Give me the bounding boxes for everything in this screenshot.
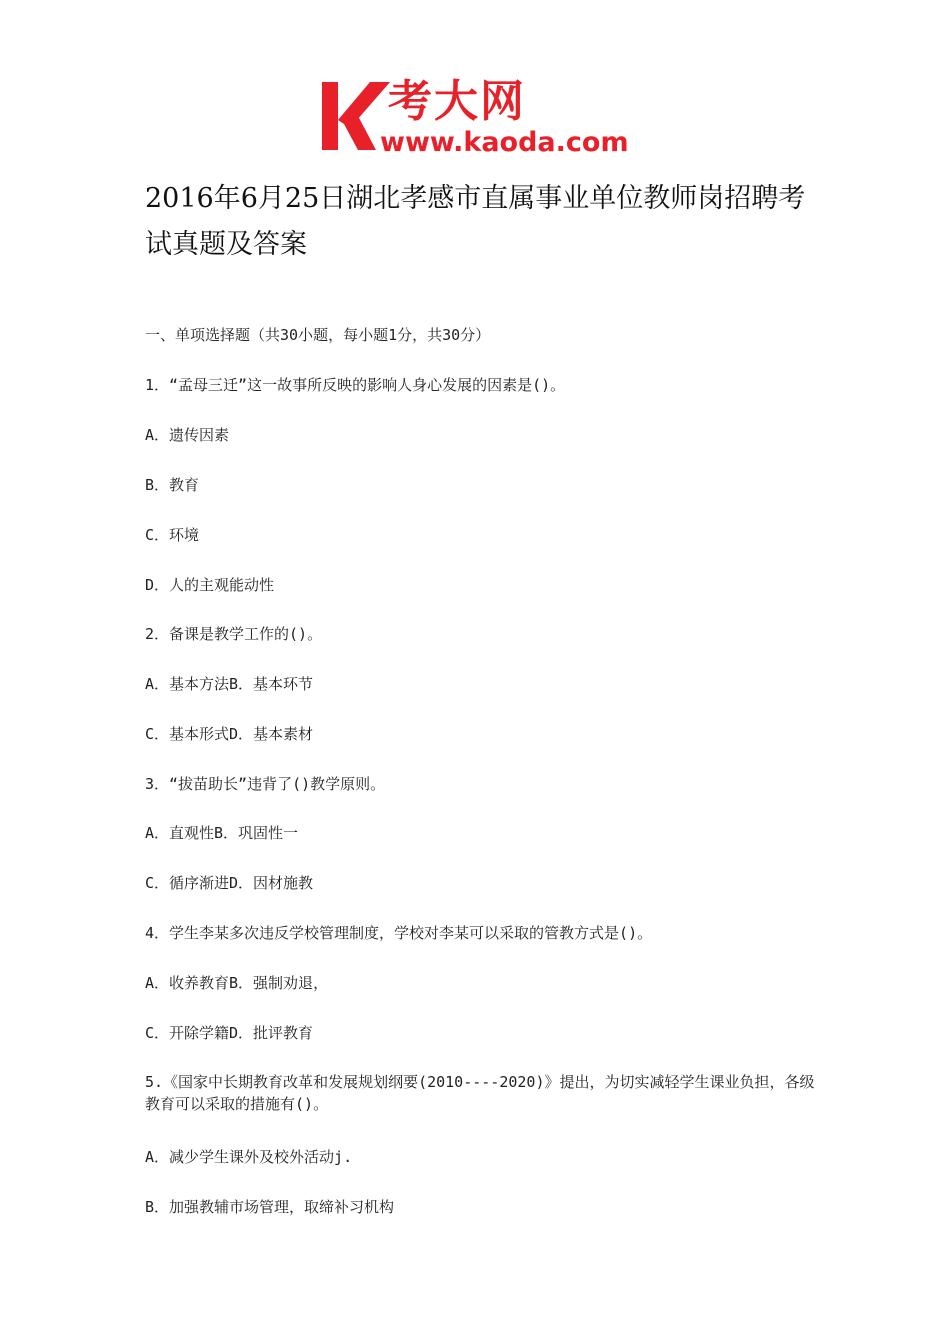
question-3: 3．“拔苗助长”违背了()教学原则。 (145, 775, 386, 793)
q4-options-cd: C．开除学籍D．批评教育 (145, 1024, 314, 1042)
q4-options-ab: A．收养教育B．强制劝退， (145, 974, 329, 992)
q5-option-b: B．加强教辅市场管理，取缔补习机构 (145, 1198, 395, 1216)
question-2: 2．备课是教学工作的()。 (145, 625, 323, 643)
q1-option-c: C．环境 (145, 526, 200, 544)
q3-options-cd: C．循序渐进D．因材施教 (145, 874, 314, 892)
q2-options-ab: A．基本方法B．基本环节 (145, 675, 314, 693)
question-4: 4．学生李某多次违反学校管理制度，学校对李某可以采取的管教方式是()。 (145, 924, 653, 942)
document-title: 2016年6月25日湖北孝感市直属事业单位教师岗招聘考试真题及答案 (145, 183, 806, 260)
kaoda-logo (318, 74, 648, 160)
logo-brand-text: 考大网 (388, 76, 526, 127)
q2-options-cd: C．基本形式D．基本素材 (145, 725, 314, 743)
logo-url-text: www.kaoda.com (380, 127, 629, 158)
q1-option-d: D．人的主观能动性 (145, 576, 275, 594)
question-1: 1．“孟母三迁”这一故事所反映的影响人身心发展的因素是()。 (145, 376, 566, 394)
q3-options-ab: A．直观性B．巩固性一 (145, 824, 299, 842)
q1-option-b: B．教育 (145, 476, 200, 494)
q1-option-a: A．遗传因素 (145, 426, 230, 444)
question-5: 5.《国家中长期教育改革和发展规划纲要(2010----2020)》提出，为切实减轻学生课业负担，各级教育可以采取的措施有()。 (145, 1073, 815, 1113)
section-heading: 一、单项选择题（共30小题，每小题1分，共30分） (145, 326, 491, 344)
q5-option-a: A．减少学生课外及校外活动j. (145, 1148, 353, 1166)
